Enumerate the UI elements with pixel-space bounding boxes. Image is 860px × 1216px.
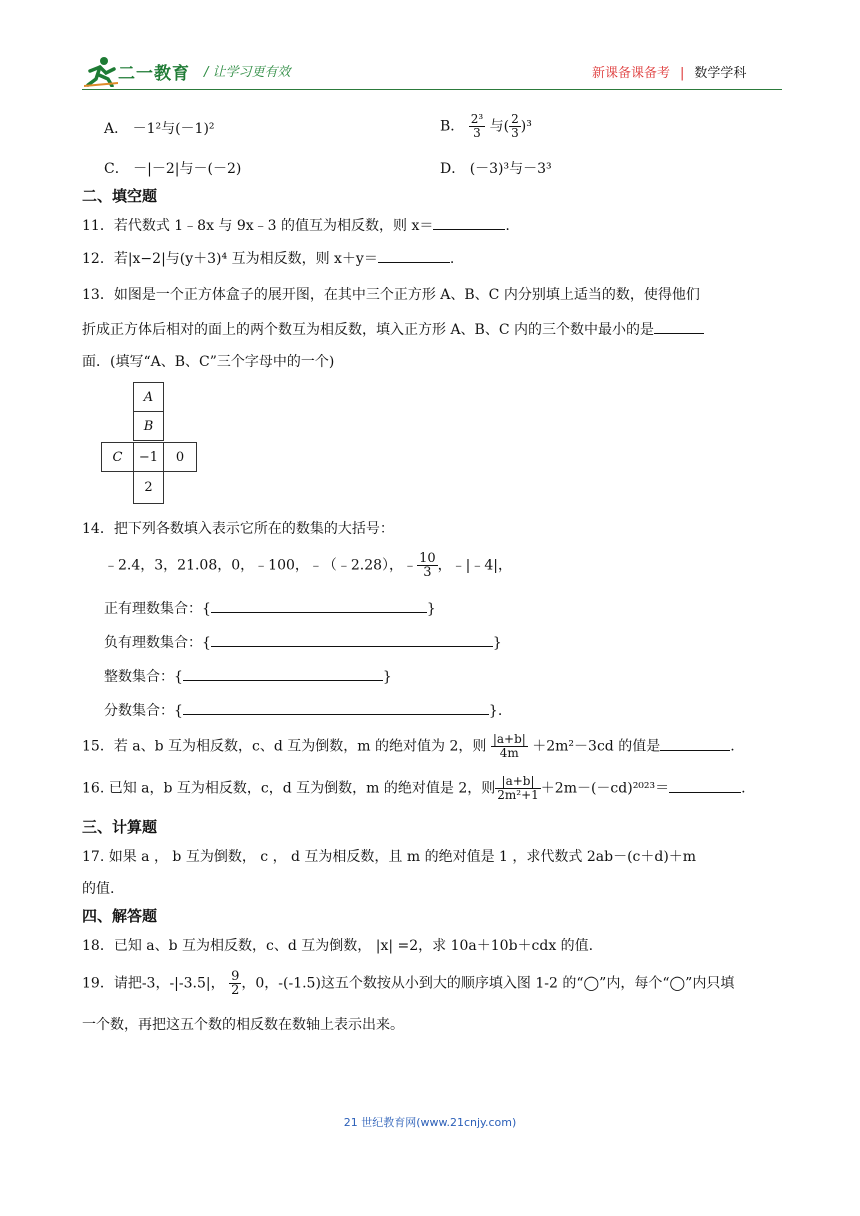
- cube-cell-minus-one: −1: [133, 442, 164, 472]
- frac-num: 2: [511, 112, 519, 126]
- question-17-line1: 17. 如果 a ， b 互为倒数， c ， d 互为相反数，且 m 的绝对值是 1 ，求代数式 2ab－(c＋d)＋m: [82, 849, 697, 865]
- question-12: [82, 248, 454, 268]
- header-separator: |: [680, 66, 685, 81]
- q13-text: 折成正方体后相对的面上的两个数互为相反数，填入正方形 A、B、C 内的三个数中最小的是: [82, 322, 655, 338]
- cube-cell-a: A: [133, 382, 164, 412]
- cube-cell-b: B: [133, 411, 164, 441]
- frac-den: 3: [511, 126, 519, 140]
- option-b-end: )³: [520, 118, 532, 135]
- question-13-line3: 面．(填写“A、B、C”三个字母中的一个): [82, 354, 335, 370]
- cube-cell-c: C: [101, 442, 134, 472]
- question-15: [82, 733, 735, 760]
- q16-answer-blank[interactable]: [669, 778, 741, 793]
- set-close: }: [426, 601, 436, 617]
- header-divider: [82, 89, 782, 90]
- q12-text: 12．若|x−2|与(y＋3)⁴ 互为相反数，则 x＋y＝: [82, 251, 378, 267]
- frac-den: 3: [473, 126, 481, 140]
- option-b-label: B．: [440, 118, 465, 135]
- set-negative-label: 负有理数集合：{: [104, 635, 211, 651]
- option-d: [440, 158, 552, 178]
- cube-cell-zero: 0: [163, 442, 197, 472]
- set-close-dot: }.: [488, 703, 503, 719]
- option-c-label: C．: [104, 161, 129, 177]
- q15-fraction: [491, 733, 528, 760]
- set-fraction-label: 分数集合：{: [104, 703, 183, 719]
- question-18: 18．已知 a、b 互为相反数，c、d 互为倒数， |x| =2，求 10a＋10b＋cdx 的值.: [82, 938, 594, 954]
- set-positive-label: 正有理数集合：{: [104, 601, 211, 617]
- set-integer: [104, 666, 392, 686]
- question-11: [82, 215, 510, 235]
- set-integer-blank[interactable]: [183, 666, 383, 681]
- header-right: [592, 62, 746, 81]
- option-a-text: －1²与(－1)²: [132, 121, 215, 137]
- q14-fraction: [417, 552, 438, 579]
- option-b-fraction: [469, 113, 485, 140]
- option-c-text: －|－2|与－(－2): [133, 161, 242, 177]
- set-close: }: [492, 635, 502, 651]
- q11-answer-blank[interactable]: [433, 215, 505, 230]
- set-positive-blank[interactable]: [211, 598, 427, 613]
- cube-cell-two: 2: [133, 471, 164, 504]
- option-a: [104, 118, 215, 138]
- option-d-label: D．: [440, 161, 466, 177]
- set-fraction: [104, 700, 502, 720]
- question-19-line1: [82, 970, 734, 997]
- q11-end: .: [505, 218, 510, 234]
- frac-den: 4m: [499, 746, 519, 760]
- option-b-mid: 与(: [489, 118, 510, 135]
- frac-num: 9: [231, 969, 240, 984]
- question-13-line2: [82, 319, 704, 339]
- q12-answer-blank[interactable]: [378, 248, 450, 263]
- q14-numbers-b: ，﹣|﹣4|，: [437, 557, 512, 574]
- question-19-line2: 一个数，再把这五个数的相反数在数轴上表示出来。: [82, 1017, 404, 1033]
- runner-logo-icon: [84, 55, 118, 87]
- q19-text-a: 19．请把-3，-|-3.5|，: [82, 975, 225, 992]
- q12-end: .: [449, 251, 455, 267]
- q16-end: .: [741, 780, 746, 797]
- section-fill-heading: 二、填空题: [82, 187, 158, 205]
- logo-text: 二一教育: [118, 64, 190, 84]
- section-solve-heading: 四、解答题: [82, 907, 158, 925]
- option-d-text: (－3)³与－3³: [469, 161, 552, 177]
- q14-numbers: [104, 552, 512, 579]
- slogan: / 让学习更有效: [204, 65, 291, 80]
- set-negative-blank[interactable]: [211, 632, 493, 647]
- q11-text: 11．若代数式 1﹣8x 与 9x﹣3 的值互为相反数，则 x＝: [82, 218, 434, 234]
- q19-fraction: [229, 970, 241, 997]
- q16-text-a: 16. 已知 a，b 互为相反数，c，d 互为倒数，m 的绝对值是 2，则: [82, 780, 496, 797]
- set-integer-label: 整数集合：{: [104, 669, 183, 685]
- q15-text-a: 15．若 a、b 互为相反数，c、d 互为倒数，m 的绝对值为 2，则: [82, 738, 487, 755]
- frac-den: 2: [231, 983, 240, 998]
- frac-num: |a+b|: [495, 775, 541, 789]
- q19-text-b: ，0，-(-1.5)这五个数按从小到大的顺序填入图 1-2 的“◯”内，每个“◯”内只填: [241, 975, 735, 992]
- q15-end: .: [730, 738, 735, 755]
- option-b-fraction-2: [509, 113, 521, 140]
- frac-num: |a+b|: [492, 732, 526, 746]
- section-calc-heading: 三、计算题: [82, 818, 158, 836]
- question-13-line1: 13．如图是一个正方体盒子的展开图，在其中三个正方形 A、B、C 内分别填上适当的数，使得他们: [82, 287, 700, 303]
- frac-den: 3: [423, 565, 432, 580]
- question-14: 14．把下列各数填入表示它所在的数集的大括号：: [82, 521, 394, 537]
- set-positive: [104, 598, 436, 618]
- logo: [84, 55, 204, 89]
- q16-text-b: ＋2m－(－cd)²⁰²³＝: [540, 780, 670, 797]
- footer-site: 21 世纪教育网(www.21cnjy.com): [343, 1116, 517, 1129]
- option-b: [440, 113, 532, 140]
- question-16: [82, 775, 746, 802]
- set-fraction-blank[interactable]: [183, 700, 489, 715]
- q13-answer-blank[interactable]: [654, 319, 704, 334]
- frac-den: 2m²+1: [497, 788, 539, 802]
- set-close: }: [382, 669, 392, 685]
- header-subject: 数学学科: [694, 66, 747, 81]
- q14-numbers-a: ﹣2.4，3，21.08，0，﹣100，﹣（﹣2.28），﹣: [104, 557, 418, 574]
- header-tag: 新课备课备考: [592, 66, 671, 81]
- frac-num: 2³: [470, 112, 484, 126]
- question-17-line2: 的值.: [82, 881, 115, 897]
- q16-fraction: [495, 775, 541, 802]
- option-a-label: A．: [104, 121, 129, 137]
- frac-num: 10: [419, 551, 436, 566]
- set-negative: [104, 632, 502, 652]
- q15-text-b: ＋2m²－3cd 的值是: [532, 738, 661, 755]
- option-c: [104, 158, 241, 178]
- q15-answer-blank[interactable]: [660, 736, 730, 751]
